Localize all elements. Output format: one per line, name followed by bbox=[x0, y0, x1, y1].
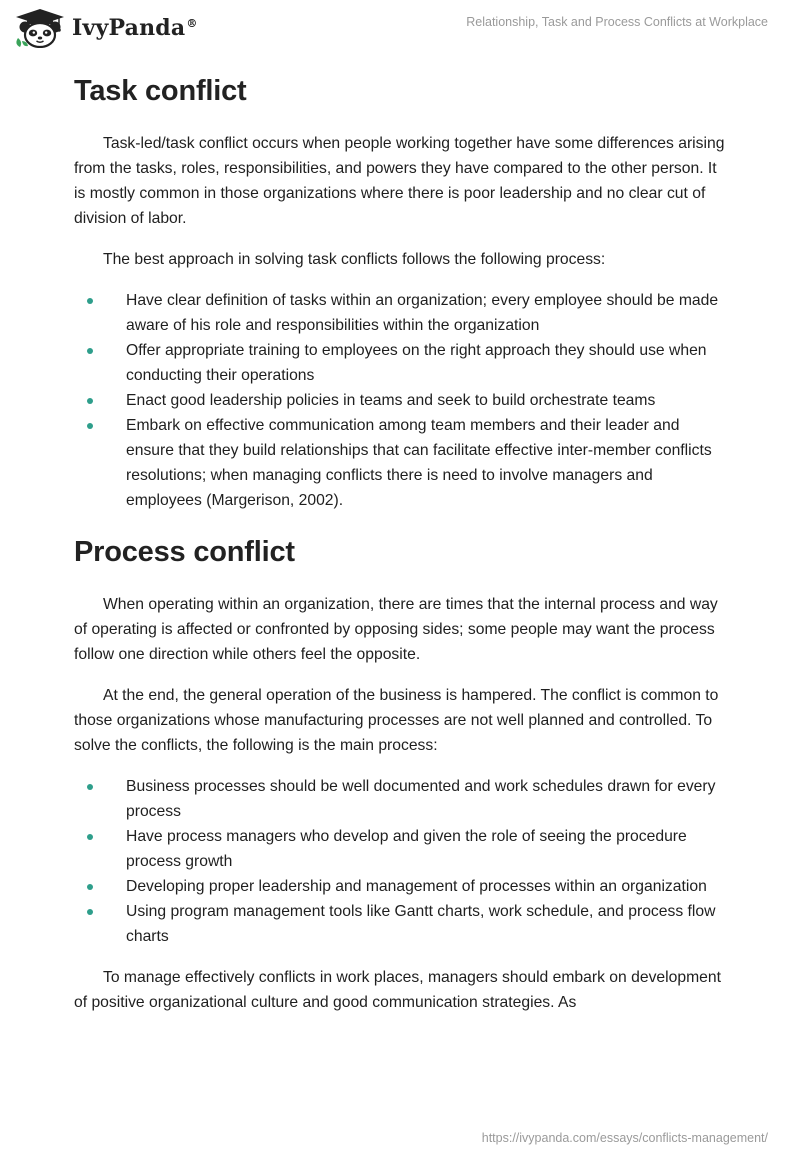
paragraph: To manage effectively conflicts in work places, managers should embark on development of positive organizational culture and good communication strategies. As bbox=[74, 969, 721, 1011]
registered-mark: ® bbox=[186, 16, 198, 30]
list-item bbox=[74, 413, 729, 513]
list-item-text: Using program management tools like Gantt charts, work schedule, and process flow charts bbox=[126, 903, 716, 945]
section-heading: Task conflict bbox=[74, 75, 247, 107]
panda-graduation-cap-icon bbox=[14, 8, 66, 48]
paragraph: The best approach in solving task conflicts follows the following process: bbox=[103, 251, 606, 268]
bullet-dot-icon bbox=[87, 834, 93, 840]
bullet-dot-icon bbox=[87, 784, 93, 790]
list-item bbox=[74, 874, 729, 899]
bullet-dot-icon bbox=[87, 423, 93, 429]
list-item bbox=[74, 288, 729, 338]
list-item-text: Have clear definition of tasks within an organization; every employee should be made aware of his role and responsibilities within the organization bbox=[126, 292, 719, 334]
paragraph: At the end, the general operation of the business is hampered. The conflict is common to those organizations whose manufacturing processes are not well planned and controlled. To solve the conflicts, the following is the main process: bbox=[74, 687, 719, 754]
section-task-conflict bbox=[74, 70, 729, 513]
list-item bbox=[74, 824, 729, 874]
list-item-text: Have process managers who develop and given the role of seeing the procedure process growth bbox=[126, 828, 687, 870]
section-process-conflict bbox=[74, 531, 729, 1015]
paragraph: Task-led/task conflict occurs when people working together have some differences arising from the tasks, roles, responsibilities, and powers they have compared to the other person. It is mostly common in those organizations where there is poor leadership and no clear cut of division of labor. bbox=[74, 135, 725, 227]
brand-name: IvyPanda® bbox=[72, 15, 198, 41]
bullet-dot-icon bbox=[87, 884, 93, 890]
list-item bbox=[74, 774, 729, 824]
bullet-list bbox=[74, 774, 729, 949]
bullet-list bbox=[74, 288, 729, 513]
list-item-text: Embark on effective communication among team members and their leader and ensure that they build relationships that can facilitate effective inter-member conflicts resolutions; when managing conflicts there is need to involve managers and employees (Margerison, 2002). bbox=[126, 417, 712, 509]
list-item-text: Enact good leadership policies in teams and seek to build orchestrate teams bbox=[126, 392, 656, 409]
ivypanda-logo[interactable] bbox=[14, 8, 198, 48]
document-body bbox=[74, 70, 729, 1015]
paragraph: When operating within an organization, there are times that the internal process and way of operating is affected or confronted by opposing sides; some people may want the process follow one direction while others feel the opposite. bbox=[74, 596, 718, 663]
bullet-dot-icon bbox=[87, 298, 93, 304]
page-header bbox=[0, 0, 800, 60]
section-heading: Process conflict bbox=[74, 536, 295, 568]
source-url-link[interactable]: https://ivypanda.com/essays/conflicts-management/ bbox=[481, 1131, 768, 1145]
bullet-dot-icon bbox=[87, 348, 93, 354]
list-item-text: Offer appropriate training to employees on the right approach they should use when conducting their operations bbox=[126, 342, 707, 384]
list-item-text: Developing proper leadership and management of processes within an organization bbox=[126, 878, 707, 895]
list-item-text: Business processes should be well documented and work schedules drawn for every process bbox=[126, 778, 716, 820]
list-item bbox=[74, 338, 729, 388]
document-title: Relationship, Task and Process Conflicts at Workplace bbox=[466, 15, 768, 29]
bullet-dot-icon bbox=[87, 909, 93, 915]
list-item bbox=[74, 899, 729, 949]
bullet-dot-icon bbox=[87, 398, 93, 404]
list-item bbox=[74, 388, 729, 413]
